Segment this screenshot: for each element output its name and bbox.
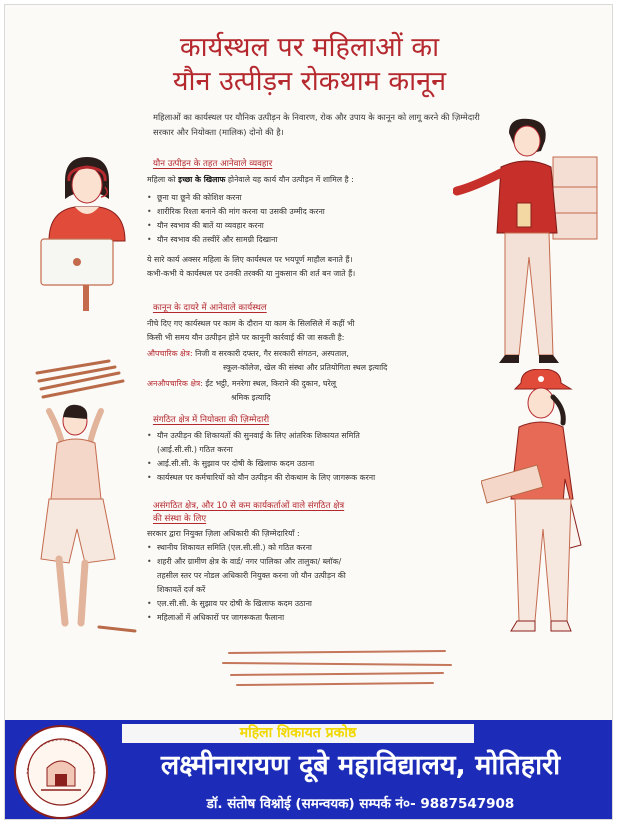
sticks-illustration: [219, 641, 459, 691]
list-item: • शहरी और ग्रामीण क्षेत्र के वार्ड/ नगर पालिका और तालुका/ ब्लॉक/: [147, 555, 341, 569]
employer-list: [147, 429, 360, 443]
formal-sector-text: निजी व सरकारी दफ्तर, गैर सरकारी संगठन, अस्पताल,: [195, 349, 349, 358]
section1-lead: [147, 173, 354, 187]
informal-sector-row: [147, 377, 336, 391]
coordinator-contact: डॉ. संतोष विश्नोई (समन्वयक) सम्पर्क नं०- 9887547908: [206, 796, 515, 812]
college-name: लक्ष्मीनारायण दूबे महाविद्यालय, मोतिहारी: [160, 750, 561, 781]
informal-sector-label: अनऔपचारिक क्षेत्र:: [147, 379, 203, 388]
informal-sector-text2: श्रमिक इत्यादि: [231, 393, 271, 402]
lead-bold: इच्छा के खिलाफ: [178, 175, 226, 184]
section-heading-workplaces: कानून के दायरे में आनेवाले कार्यस्थल: [153, 303, 267, 313]
formal-sector-label: औपचारिक क्षेत्र:: [147, 349, 193, 358]
list-item: • आई.सी.सी. के सुझाव पर दोषी के खिलाफ कदम उठाना: [147, 457, 375, 471]
section2-para-line2: किसी भी समय यौन उत्पीड़न होने पर कानूनी कार्रवाई की जा सकती है:: [147, 333, 345, 342]
lead-pre: महिला को: [147, 175, 176, 184]
poster-title-line1: कार्यस्थल पर महिलाओं का: [179, 32, 440, 63]
list-item: • महिलाओं में अधिकारों पर जागरूकता फैलाना: [147, 611, 312, 625]
behaviour-list: [147, 191, 325, 247]
list-item: • स्थानीय शिकायत समिति (एल.सी.सी.) को गठित करना: [147, 541, 341, 555]
complaint-cell-title: महिला शिकायत प्रकोष्ठ: [239, 725, 357, 741]
list-item: • शारीरिक रिश्ता बनाने की मांग करना या उसकी उम्मीद करना: [147, 205, 325, 219]
list-item: • छूना या छूने की कोशिश करना: [147, 191, 325, 205]
poster: [4, 4, 613, 820]
list-item-cont: तहसील स्तर पर नोडल अधिकारी नियुक्त करना जो यौन उत्पीड़न की: [157, 571, 346, 580]
section1-note-line2: कभी-कभी ये कार्यस्थल पर उनकी तरक्की या नुकसान की शर्त बन जाते हैं।: [147, 269, 356, 278]
labourer-woman-illustration: [19, 359, 139, 635]
poster-title-line2: यौन उत्पीड़न रोकथाम कानून: [172, 66, 447, 97]
district-officer-list: [147, 541, 341, 569]
formal-sector-text2: स्कूल-कॉलेज, खेल की संस्था और प्रतियोगिता स्थल इत्यादि: [223, 363, 388, 372]
list-item: • कार्यस्थल पर कर्मचारियों को यौन उत्पीड़न की रोकथाम के लिए जागरूक करना: [147, 471, 375, 485]
section4-lead: सरकार द्वारा नियुक्त ज़िला अधिकारी की ज़िम्मेदारियाँ :: [147, 529, 300, 538]
lead-post: होनेवाले यह कार्य यौन उत्पीड़न में शामिल है :: [227, 175, 354, 184]
section1-note-line1: ये सारे कार्य अक्सर महिला के लिए कार्यस्थल पर भयपूर्ण माहौल बनाते हैं।: [147, 255, 353, 264]
section-heading-behaviours: यौन उत्पीड़न के तहत आनेवाले व्यवहार: [153, 159, 273, 169]
informal-sector-text: ईंट भट्ठी, मनरेगा स्थल, किराने की दुकान, घरेलू: [205, 379, 337, 388]
formal-sector-row: [147, 347, 349, 361]
list-item: • यौन स्वभाव की तस्वीरें और सामग्री दिखाना: [147, 233, 325, 247]
list-item: • यौन उत्पीड़न की शिकायतों की सुनवाई के लिए आंतरिक शिकायत समिति: [147, 429, 360, 443]
delivery-woman-illustration: [481, 369, 607, 649]
district-officer-list-b: [147, 597, 312, 625]
list-item-cont: शिकायतें दर्ज करें: [157, 585, 206, 594]
section2-para-line1: नीचे दिए गए कार्यस्थल पर काम के दौरान या काम के सिलसिले में कहीं भी: [147, 319, 355, 328]
employer-list-cont: (आई.सी.सी.) गठित करना: [157, 445, 233, 454]
section-heading-employer: संगठित क्षेत्र में नियोक्ता की ज़िम्मेदारी: [153, 415, 270, 425]
university-seal-logo: [13, 724, 109, 820]
section-heading-unorganised-2: की संस्था के लिए: [153, 514, 207, 524]
office-woman-illustration: [453, 117, 603, 377]
list-item: • एल.सी.सी. के सुझाव पर दोषी के खिलाफ कदम उठाना: [147, 597, 312, 611]
office-worker-illustration: [35, 151, 139, 311]
section-heading-unorganised: असंगठित क्षेत्र, और 10 से कम कार्यकर्ताओं वाले संगठित क्षेत्र: [153, 501, 345, 511]
intro-paragraph: महिलाओं का कार्यस्थल पर यौनिक उत्पीड़न के निवारण, रोक और उपाय के कानून को लागू करने की ज़िम्मेदारी सरकार और नियोक्ता (मालिक) दोनो की है।: [153, 112, 480, 137]
list-item: • यौन स्वभाव की बातें या व्यवहार करना: [147, 219, 325, 233]
employer-list-b: [147, 457, 375, 485]
